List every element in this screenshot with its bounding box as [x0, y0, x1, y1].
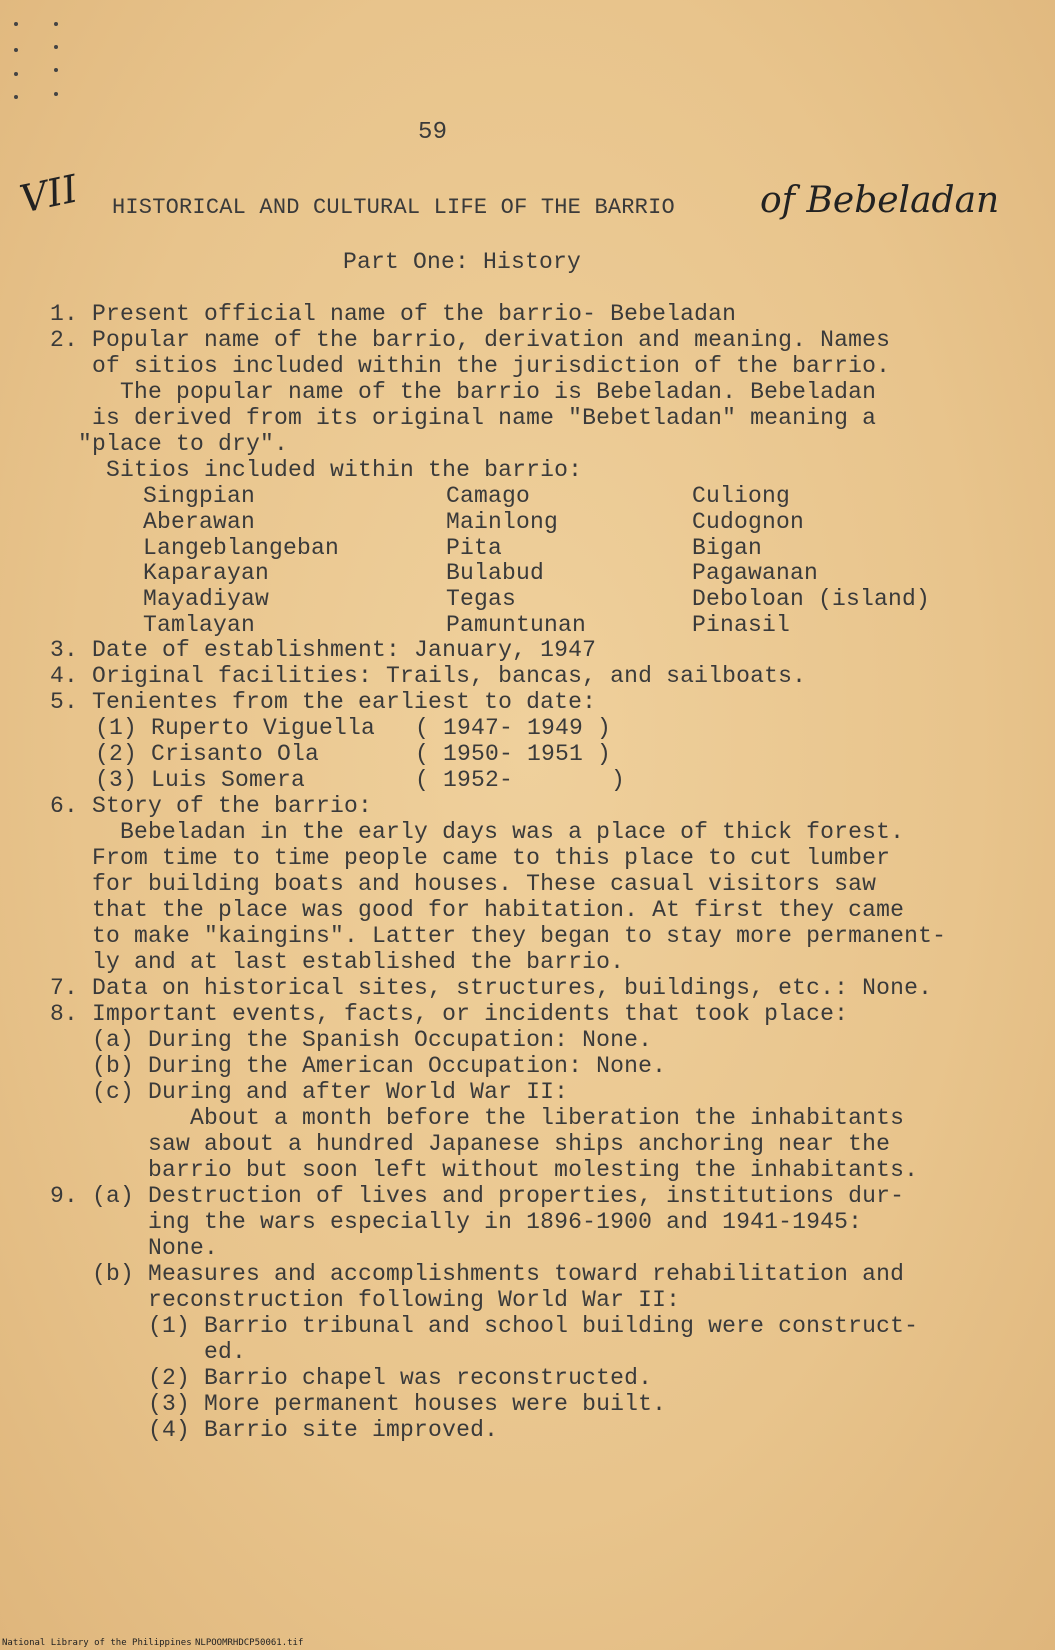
- item-2-line: of sitios included within the jurisdiction of the barrio.: [50, 353, 891, 379]
- item-9a-line: None.: [50, 1235, 219, 1261]
- teniente-name: (2) Crisanto Ola: [95, 741, 320, 767]
- item-4: 4. Original facilities: Trails, bancas, and sailboats.: [50, 663, 807, 689]
- footer-library-name: National Library of the Philippines: [2, 1638, 192, 1648]
- item-6-line: that the place was good for habitation. At first they came: [50, 897, 905, 923]
- page-number: 59: [418, 119, 448, 146]
- sitio-name: Kaparayan: [143, 560, 270, 587]
- teniente-term: ( 1950- 1951 ): [415, 741, 612, 767]
- item-6-line: Bebeladan in the early days was a place of thick forest.: [50, 819, 905, 845]
- sitio-name: Mayadiyaw: [143, 586, 270, 613]
- item-8c-line: saw about a hundred Japanese ships anchoring near the: [50, 1131, 891, 1157]
- margin-section-mark: VII: [16, 166, 82, 222]
- item-9b-line: (b) Measures and accomplishments toward rehabilitation and: [50, 1261, 905, 1287]
- item-2-line: The popular name of the barrio is Bebeladan. Bebeladan: [50, 379, 877, 405]
- item-9b-sub: (2) Barrio chapel was reconstructed.: [50, 1365, 653, 1391]
- item-9b-sub: (3) More permanent houses were built.: [50, 1391, 667, 1417]
- sitio-name: Tegas: [446, 586, 517, 613]
- teniente-term: ( 1952- ): [415, 767, 626, 793]
- item-9b-sub: (1) Barrio tribunal and school building were construct-: [50, 1313, 919, 1339]
- sitio-name: Camago: [446, 483, 531, 509]
- teniente-term: ( 1947- 1949 ): [415, 715, 612, 741]
- item-7: 7. Data on historical sites, structures, buildings, etc.: None.: [50, 975, 933, 1001]
- item-3: 3. Date of establishment: January, 1947: [50, 637, 597, 663]
- margin-dot: [54, 68, 58, 72]
- sitio-name: Culiong: [692, 483, 791, 509]
- item-2-line: 2. Popular name of the barrio, derivation and meaning. Names: [50, 327, 891, 353]
- sitio-name: Aberawan: [143, 508, 256, 535]
- item-8c: (c) During and after World War II:: [50, 1079, 569, 1105]
- sitios-column-1: [143, 484, 339, 639]
- sitio-name: Pagawanan: [692, 560, 819, 587]
- item-8b: (b) During the American Occupation: None.: [50, 1053, 667, 1079]
- sitio-name: Singpian: [143, 483, 256, 509]
- item-1: 1. Present official name of the barrio- Bebeladan: [50, 301, 737, 327]
- footer-file-name: NLPOOMRHDCP50061.tif: [195, 1638, 304, 1648]
- item-6-line: ly and at last established the barrio.: [50, 949, 625, 975]
- item-6-line: From time to time people came to this place to cut lumber: [50, 845, 891, 871]
- sitio-name: Pita: [446, 534, 503, 561]
- item-8c-line: About a month before the liberation the inhabitants: [50, 1105, 905, 1131]
- item-2-line: is derived from its original name "Bebetladan" meaning a: [50, 405, 877, 431]
- item-6: 6. Story of the barrio:: [50, 793, 373, 819]
- item-9b-sub: ed.: [50, 1339, 247, 1365]
- document-title: HISTORICAL AND CULTURAL LIFE OF THE BARRIO: [112, 195, 675, 220]
- item-9a-line: ing the wars especially in 1896-1900 and 1941-1945:: [50, 1209, 863, 1235]
- item-2-line: Sitios included within the barrio:: [50, 457, 583, 483]
- item-2-line: "place to dry".: [50, 431, 289, 457]
- margin-dot: [14, 95, 18, 99]
- sitio-name: Bigan: [692, 534, 763, 561]
- margin-dot: [14, 22, 18, 26]
- sitios-column-2: [446, 484, 586, 639]
- sitio-name: Pinasil: [692, 611, 791, 638]
- item-6-line: for building boats and houses. These casual visitors saw: [50, 871, 877, 897]
- sitios-column-3: [692, 484, 930, 639]
- item-5: 5. Tenientes from the earliest to date:: [50, 689, 597, 715]
- item-9a-line: 9. (a) Destruction of lives and properties, institutions dur-: [50, 1183, 905, 1209]
- item-8a: (a) During the Spanish Occupation: None.: [50, 1027, 653, 1053]
- margin-dot: [14, 72, 18, 76]
- sitio-name: Tamlayan: [143, 611, 256, 638]
- item-9b-sub: (4) Barrio site improved.: [50, 1417, 499, 1443]
- item-8: 8. Important events, facts, or incidents that took place:: [50, 1001, 849, 1027]
- teniente-name: (3) Luis Somera: [95, 767, 306, 793]
- teniente-name: (1) Ruperto Viguella: [95, 715, 376, 741]
- margin-dot: [14, 48, 18, 52]
- sitio-name: Cudognon: [692, 508, 805, 535]
- margin-dot: [54, 45, 58, 49]
- item-8c-line: barrio but soon left without molesting the inhabitants.: [50, 1157, 919, 1183]
- item-9b-line: reconstruction following World War II:: [50, 1287, 681, 1313]
- sitio-name: Mainlong: [446, 508, 559, 535]
- margin-dot: [54, 22, 58, 26]
- sitio-name: Pamuntunan: [446, 611, 587, 638]
- sitio-name: Deboloan (island): [692, 586, 931, 613]
- margin-dot: [54, 92, 58, 96]
- handwritten-barrio-name: of Bebeladan: [760, 180, 1000, 221]
- section-subtitle: Part One: History: [343, 249, 582, 275]
- sitio-name: Bulabud: [446, 560, 545, 587]
- item-6-line: to make "kaingins". Latter they began to stay more permanent-: [50, 923, 947, 949]
- sitio-name: Langeblangeban: [143, 534, 340, 561]
